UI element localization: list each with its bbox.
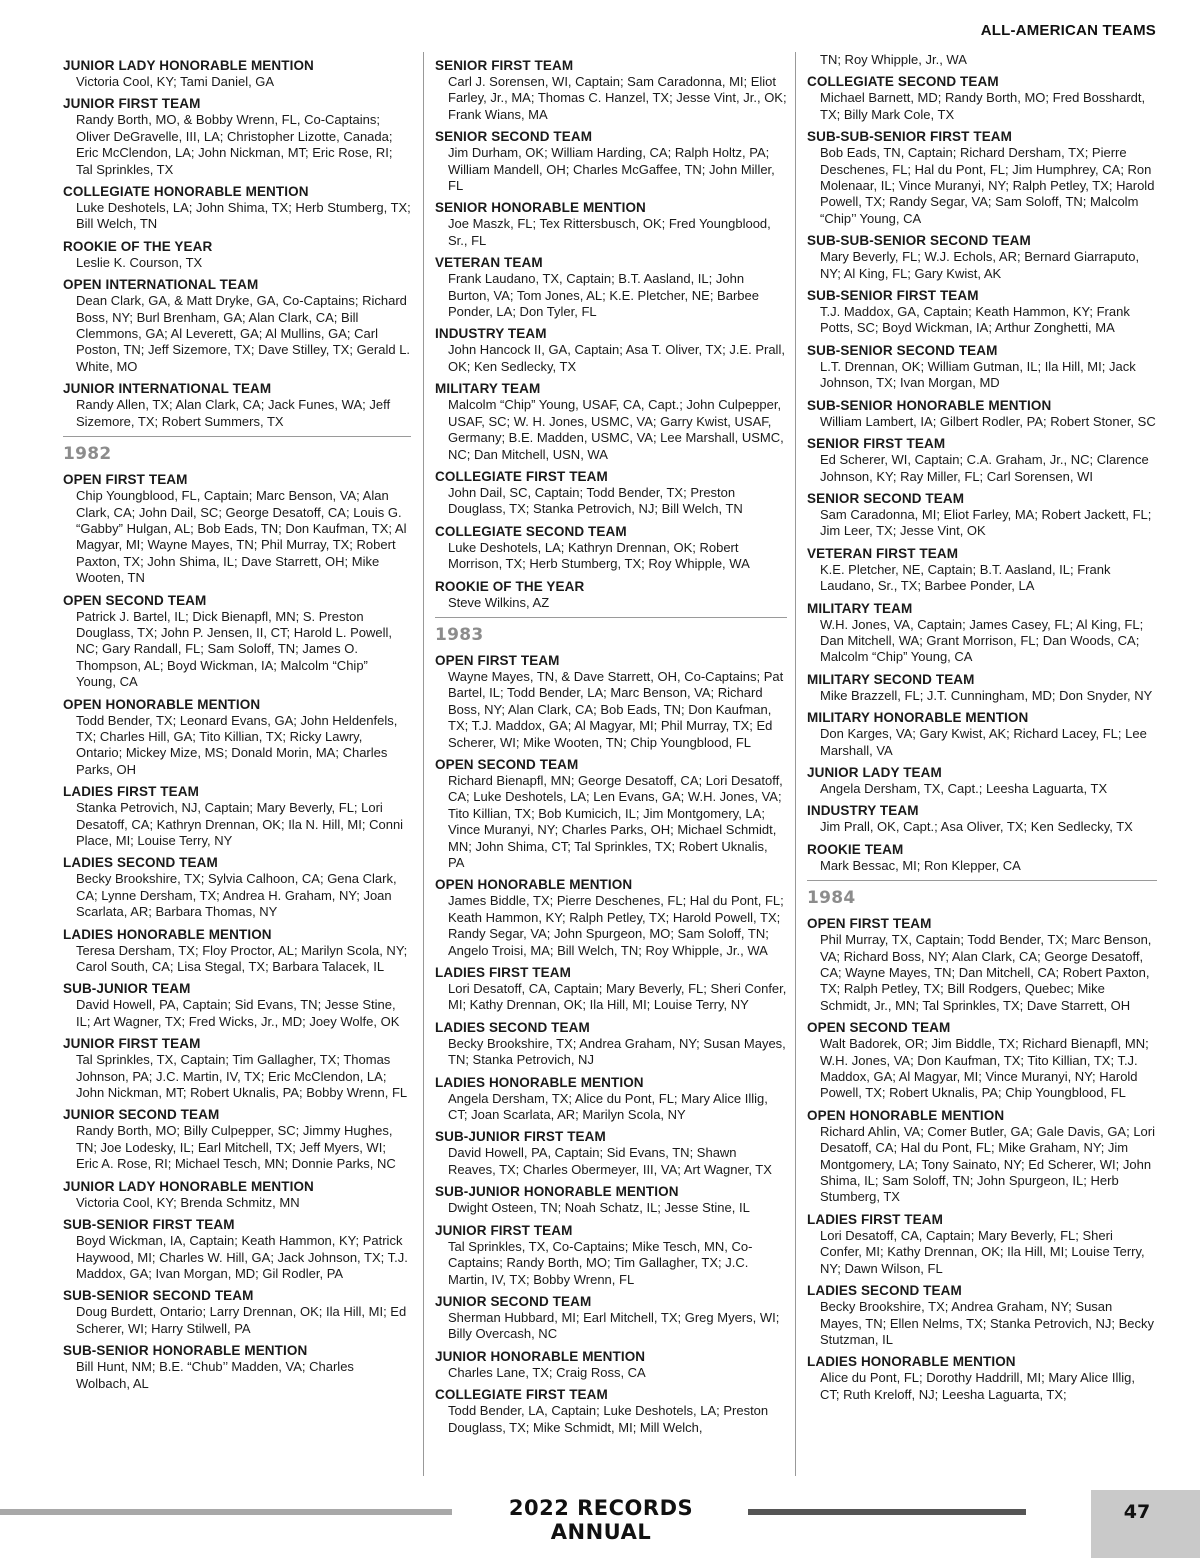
team-members: Phil Murray, TX, Captain; Todd Bender, TX; Marc Benson, VA; Richard Boss, NY; Alan Clark, CA; George Desatoff, CA; Wayne Mayes, TN; Dan Mitchell, CA; Robert Paxton, TX; Ralph Petley, TX; Bill Rodgers, Quebec; Mike Schmidt, Jr., MN; Tal Sprinkles, TX; Dave Starrett, OH (820, 932, 1152, 1013)
year-heading: 1983 (435, 624, 484, 645)
team-members: Victoria Cool, KY; Brenda Schmitz, MN (76, 1194, 300, 1210)
team-heading: COLLEGIATE FIRST TEAM (435, 468, 608, 484)
team-heading: SUB-SENIOR HONORABLE MENTION (63, 1343, 308, 1359)
team-entry (807, 52, 1157, 68)
team-heading: OPEN SECOND TEAM (435, 756, 579, 772)
team-members: Lori Desatoff, CA, Captain; Mary Beverly, FL; Sheri Confer, MI; Kathy Drennan, OK; Ila Hill, MI; Louise Terry, NY (448, 981, 787, 1013)
year-heading: 1982 (63, 444, 112, 465)
team-entry (807, 73, 1157, 123)
team-heading: JUNIOR LADY TEAM (807, 764, 942, 780)
team-entry (63, 57, 411, 90)
team-members: Randy Allen, TX; Alan Clark, CA; Jack Funes, WA; Jeff Sizemore, TX; Robert Summers, TX (76, 397, 391, 429)
column-3 (807, 52, 1157, 1403)
team-members: Bill Hunt, NM; B.E. “Chub’’ Madden, VA; Charles Wolbach, AL (76, 1359, 354, 1391)
team-entry (63, 471, 411, 586)
team-members: Frank Laudano, TX, Captain; B.T. Aasland, IL; John Burton, VA; Tom Jones, AL; K.E. Pletcher, NE; Barbee Ponder, LA; Don Tyler, FL (448, 271, 759, 320)
team-heading: ROOKIE OF THE YEAR (435, 578, 585, 594)
team-members: David Howell, PA, Captain; Sid Evans, TN; Jesse Stine, IL; Art Wagner, TX; Fred Wicks, Jr., MD; Joey Wolfe, OK (76, 997, 400, 1029)
team-heading: SUB-SENIOR FIRST TEAM (807, 288, 979, 304)
team-members: W.H. Jones, VA, Captain; James Casey, FL; Al King, FL; Dan Mitchell, WA; Grant Morrison, FL; Dan Woods, CA; Malcolm “Chip” Young, CA (820, 616, 1144, 665)
team-entry (435, 1074, 787, 1124)
team-heading: MILITARY HONORABLE MENTION (807, 710, 1029, 726)
team-entry (435, 325, 787, 375)
team-members: Luke Deshotels, LA; Kathryn Drennan, OK; Robert Morrison, TX; Herb Stumberg, TX; Roy Whipple, WA (448, 539, 750, 572)
section-header: ALL-AMERICAN TEAMS (980, 22, 1156, 39)
team-members: John Hancock II, GA, Captain; Asa T. Oliver, TX; J.E. Prall, OK; Ken Sedlecky, TX (448, 342, 785, 374)
team-heading: SENIOR FIRST TEAM (435, 58, 574, 73)
team-entry (435, 578, 787, 611)
team-members: Michael Barnett, MD; Randy Borth, MO; Fred Bosshardt, TX; Billy Mark Cole, TX (820, 90, 1146, 122)
team-heading: SENIOR SECOND TEAM (807, 490, 965, 506)
team-entry (807, 490, 1157, 540)
team-members: Randy Borth, MO, & Bobby Wrenn, FL, Co-Captains; Oliver DeGravelle, III, LA; Christopher Lizotte, Canada; Eric McClendon, LA; John Nickman, MT; Eric Rose, RI; Tal Sprinkles, TX (76, 112, 393, 177)
team-heading: INDUSTRY TEAM (435, 326, 547, 342)
team-heading: OPEN FIRST TEAM (63, 472, 188, 488)
team-entry (435, 128, 787, 194)
team-entry (63, 1287, 411, 1337)
team-entry (807, 1353, 1157, 1403)
team-members: Victoria Cool, KY; Tami Daniel, GA (76, 74, 275, 89)
team-members: Steve Wilkins, AZ (448, 594, 550, 610)
team-heading: MILITARY SECOND TEAM (807, 671, 975, 687)
team-entry (807, 1107, 1157, 1206)
team-entry (435, 468, 787, 518)
team-heading: VETERAN FIRST TEAM (807, 545, 959, 561)
team-heading: LADIES SECOND TEAM (807, 1283, 962, 1299)
team-heading: OPEN FIRST TEAM (435, 652, 560, 668)
team-members: David Howell, PA, Captain; Sid Evans, TN; Shawn Reaves, TX; Charles Obermeyer, III, VA; Art Wagner, TX (448, 1145, 772, 1177)
team-heading: OPEN HONORABLE MENTION (807, 1107, 1005, 1123)
team-heading: COLLEGIATE SECOND TEAM (807, 74, 999, 90)
team-entry (807, 397, 1157, 430)
page-number: 47 (1123, 1501, 1151, 1523)
team-entry (63, 696, 411, 779)
team-entry (63, 592, 411, 691)
team-entry (807, 287, 1157, 337)
team-heading: LADIES HONORABLE MENTION (63, 926, 272, 942)
team-members: TN; Roy Whipple, Jr., WA (820, 52, 967, 67)
column-divider (423, 52, 424, 1476)
team-heading: LADIES HONORABLE MENTION (435, 1074, 644, 1090)
team-members: Tal Sprinkles, TX, Co-Captains; Mike Tesch, MN, Co-Captains; Randy Borth, MO; Tim Gallagher, TX; J.C. Martin, IV, TX; Bobby Wrenn, FL (448, 1238, 753, 1287)
team-members: Teresa Dersham, TX; Floy Proctor, AL; Marilyn Scola, NY; Carol South, CA; Lisa Stegal, TX; Barbara Talacek, IL (76, 942, 408, 975)
team-heading: SENIOR FIRST TEAM (807, 436, 946, 452)
team-members: Alice du Pont, FL; Dorothy Haddrill, MI; Mary Alice Illig, CT; Ruth Kreloff, NJ; Leesha Laguarta, TX; (820, 1370, 1136, 1402)
team-heading: INDUSTRY TEAM (807, 803, 919, 819)
team-heading: OPEN INTERNATIONAL TEAM (63, 277, 259, 293)
team-heading: COLLEGIATE FIRST TEAM (435, 1387, 608, 1403)
team-members: Dwight Osteen, TN; Noah Schatz, IL; Jesse Stine, IL (448, 1200, 750, 1216)
team-members: Boyd Wickman, IA, Captain; Keath Hammon, KY; Patrick Haywood, MI; Charles W. Hill, GA; Jack Johnson, TX; T.J. Maddox, GA; Ivan Morgan, MD; Gil Rodler, PA (76, 1233, 408, 1281)
team-entry (807, 671, 1157, 704)
team-members: Walt Badorek, OR; Jim Biddle, TX; Richard Bienapfl, MN; W.H. Jones, VA; Don Kaufman, TX; Tito Killian, TX; T.J. Maddox, GA; Al Magyar, MI; Vince Muranyi, NY; Harold Powell, TX; Robert Uknalis, PA; Chip Youngblood, FL (820, 1036, 1149, 1101)
team-heading: SENIOR HONORABLE MENTION (435, 200, 646, 216)
team-entry (807, 764, 1157, 797)
team-members: Todd Bender, LA, Captain; Luke Deshotels, LA; Preston Douglass, TX; Mike Schmidt, MI; Mill Welch, (448, 1403, 769, 1435)
team-entry (63, 380, 411, 430)
team-entry (63, 854, 411, 920)
team-entry (435, 1222, 787, 1288)
team-heading: SUB-SENIOR FIRST TEAM (63, 1217, 235, 1233)
team-entry (435, 199, 787, 249)
team-members: Jim Prall, OK, Capt.; Asa Oliver, TX; Ken Sedlecky, TX (820, 819, 1133, 835)
year-divider (807, 880, 1157, 910)
team-entry (63, 980, 411, 1030)
team-heading: VETERAN TEAM (435, 255, 543, 271)
team-heading: SUB-SENIOR SECOND TEAM (63, 1288, 254, 1304)
team-heading: OPEN HONORABLE MENTION (63, 696, 261, 712)
team-heading: LADIES SECOND TEAM (63, 855, 218, 871)
column-1 (63, 52, 411, 1392)
column-divider (795, 52, 796, 1476)
team-members: Malcolm “Chip” Young, USAF, CA, Capt.; John Culpepper, USAF, SC; W. H. Jones, USMC, VA; Garry Kwist, USAF, Germany; B.E. Madden, USMC, VA; Lee Marshall, USMC, NC; Dan Mitchell, USN, WA (448, 397, 784, 462)
team-members: Todd Bender, TX; Leonard Evans, GA; John Heldenfels, TX; Charles Hill, GA; Tito Killian, TX; Ricky Lawry, Ontario; Mickey Mize, MS; Donald Morin, MA; Charles Parks, OH (76, 712, 398, 777)
team-entry (63, 926, 411, 976)
team-members: Joe Maszk, FL; Tex Rittersbusch, OK; Fred Youngblood, Sr., FL (448, 216, 771, 248)
footer-title: 2022 RECORDS ANNUAL (508, 1496, 694, 1544)
team-members: Chip Youngblood, FL, Captain; Marc Benson, VA; Alan Clark, CA; John Dail, SC; George Desatoff, CA; Louis G. “Gabby” Hulgan, AL; Bob Eads, TN; Don Kaufman, TX; Al Magyar, MI; Wayne Mayes, TN; Phil Murray, TX; Robert Paxton, TX; John Shima, IL; Dave Starrett, OH; Mike Wooten, TN (76, 488, 407, 586)
team-entry (63, 1035, 411, 1101)
team-heading: JUNIOR FIRST TEAM (63, 1036, 201, 1052)
team-heading: LADIES HONORABLE MENTION (807, 1354, 1016, 1370)
team-entry (807, 1211, 1157, 1277)
team-members: Patrick J. Bartel, IL; Dick Bienapfl, MN; S. Preston Douglass, TX; John P. Jensen, II, CT; Harold L. Powell, NC; Gary Randall, FL; Sam Soloff, TN; James O. Thompson, AL; Boyd Wickman, IA; Malcolm “Chip” Young, CA (76, 608, 393, 690)
team-entry (807, 1019, 1157, 1102)
team-entry (435, 57, 787, 123)
team-entry (807, 128, 1157, 227)
team-heading: ROOKIE OF THE YEAR (63, 238, 213, 254)
team-members: Richard Bienapfl, MN; George Desatoff, CA; Lori Desatoff, CA; Luke Deshotels, LA; Len Evans, GA; W.H. Jones, VA; Tito Killian, TX; Bob Kumicich, IL; Jim Montgomery, LA; Vince Muranyi, NY; Charles Parks, OH; Michael Schmidt, MN; John Shima, CT; Tal Sprinkles, TX; Robert Uknalis, PA (448, 772, 783, 870)
team-entry (807, 841, 1157, 874)
team-members: Don Karges, VA; Gary Kwist, AK; Richard Lacey, FL; Lee Marshall, VA (820, 726, 1147, 758)
team-heading: LADIES FIRST TEAM (435, 965, 571, 981)
team-entry (63, 1342, 411, 1392)
team-members: Ed Scherer, WI, Captain; C.A. Graham, Jr., NC; Clarence Johnson, KY; Ray Miller, FL; Carl Sorensen, WI (820, 452, 1149, 484)
team-heading: JUNIOR LADY HONORABLE MENTION (63, 58, 314, 73)
team-heading: LADIES FIRST TEAM (63, 784, 199, 800)
team-heading: LADIES SECOND TEAM (435, 1019, 590, 1035)
team-members: Sam Caradonna, MI; Eliot Farley, MA; Robert Jackett, FL; Jim Leer, TX; Jesse Vint, OK (820, 506, 1152, 539)
team-members: L.T. Drennan, OK; William Gutman, IL; Ila Hill, MI; Jack Johnson, TX; Ivan Morgan, MD (820, 358, 1136, 391)
team-entry (435, 876, 787, 959)
team-heading: OPEN FIRST TEAM (807, 916, 932, 932)
team-members: Charles Lane, TX; Craig Ross, CA (448, 1364, 646, 1380)
team-heading: SUB-JUNIOR FIRST TEAM (435, 1129, 606, 1145)
column-2 (435, 52, 787, 1436)
team-members: James Biddle, TX; Pierre Deschenes, FL; Hal du Pont, FL; Keath Hammon, KY; Ralph Petley, TX; Harold Powell, TX; Randy Segar, VA; John Spurgeon, MO; Sam Soloff, TN; Angelo Troisi, MA; Bill Welch, TN; Roy Whipple, Jr., WA (448, 893, 784, 958)
team-heading: SUB-JUNIOR HONORABLE MENTION (435, 1184, 679, 1200)
team-heading: SENIOR SECOND TEAM (435, 129, 593, 145)
footer-rule-left (0, 1509, 452, 1515)
team-entry (63, 1106, 411, 1172)
team-members: Wayne Mayes, TN, & Dave Starrett, OH, Co-Captains; Pat Bartel, IL; Todd Bender, LA; Marc Benson, VA; Richard Boss, NY; Alan Clark, CA; Bob Eads, TN; Don Kaufman, TX; T.J. Maddox, GA; Al Magyar, MI; Phil Murray, TX; Ed Scherer, WI; Mike Wooten, TN; Chip Youngblood, FL (448, 668, 784, 750)
team-members: T.J. Maddox, GA, Captain; Keath Hammon, KY; Frank Potts, SC; Boyd Wickman, IA; Arthur Zonghetti, MA (820, 304, 1130, 336)
team-members: Leslie K. Courson, TX (76, 254, 203, 270)
team-members: Mary Beverly, FL; W.J. Echols, AR; Bernard Giarraputo, NY; Al King, FL; Gary Kwist, AK (820, 249, 1140, 281)
team-entry (435, 1019, 787, 1069)
team-members: Sherman Hubbard, MI; Earl Mitchell, TX; Greg Myers, WI; Billy Overcash, NC (448, 1309, 780, 1342)
team-heading: SUB-SUB-SENIOR FIRST TEAM (807, 129, 1012, 145)
team-heading: JUNIOR SECOND TEAM (63, 1107, 220, 1123)
team-heading: OPEN SECOND TEAM (63, 592, 207, 608)
team-members: Randy Borth, MO; Billy Culpepper, SC; Jimmy Hughes, TN; Joe Lodesky, IL; Earl Mitchell, TX; Jeff Myers, WI; Eric A. Rose, RI; Michael Tesch, MN; Donnie Parks, NC (76, 1123, 396, 1172)
team-members: Angela Dersham, TX, Capt.; Leesha Laguarta, TX (820, 780, 1108, 796)
team-heading: MILITARY TEAM (807, 600, 913, 616)
team-heading: SUB-SUB-SENIOR SECOND TEAM (807, 233, 1031, 249)
team-entry (435, 1293, 787, 1343)
team-members: Becky Brookshire, TX; Andrea Graham, NY; Susan Mayes, TN; Ellen Nelms, TX; Stanka Petrovich, NJ; Becky Stutzman, IL (820, 1299, 1155, 1347)
team-heading: JUNIOR SECOND TEAM (435, 1293, 592, 1309)
team-entry (63, 238, 411, 271)
team-heading: JUNIOR LADY HONORABLE MENTION (63, 1178, 314, 1194)
team-entry (63, 95, 411, 178)
team-entry (435, 254, 787, 320)
footer-rule-right (748, 1509, 1026, 1515)
team-entry (435, 652, 787, 751)
team-entry (807, 435, 1157, 485)
team-heading: OPEN SECOND TEAM (807, 1020, 951, 1036)
team-heading: SUB-SENIOR HONORABLE MENTION (807, 397, 1052, 413)
team-members: Lori Desatoff, CA, Captain; Mary Beverly, FL; Sheri Confer, MI; Kathy Drennan, OK; Ila Hill, MI; Louise Terry, NY; Dawn Wilson, FL (820, 1227, 1145, 1276)
team-entry (807, 342, 1157, 392)
team-heading: SUB-JUNIOR TEAM (63, 981, 191, 997)
team-entry (63, 1216, 411, 1282)
team-entry (63, 183, 411, 233)
team-members: Carl J. Sorensen, WI, Captain; Sam Caradonna, MI; Eliot Farley, Jr., MA; Thomas C. Hanzel, TX; Jesse Vint, Jr., OK; Frank Wians, MA (448, 74, 787, 122)
team-members: Richard Ahlin, VA; Comer Butler, GA; Gale Davis, GA; Lori Desatoff, CA; Hal du Pont, FL; Mike Graham, NY; Jim Montgomery, LA; Tony Sainato, NY; Ed Scherer, WI; John Shima, IL; Sam Soloff, TN; John Spurgeon, IL; Herb Stumberg, TX (820, 1123, 1155, 1205)
team-entry (63, 1178, 411, 1211)
team-entry (435, 1386, 787, 1436)
team-members: Stanka Petrovich, NJ, Captain; Mary Beverly, FL; Lori Desatoff, CA; Kathryn Drennan, OK; Ila N. Hill, MI; Conni Place, MI; Louise Terry, NY (76, 800, 404, 848)
team-entry (435, 964, 787, 1014)
team-entry (807, 802, 1157, 835)
team-entry (807, 1282, 1157, 1348)
team-members: William Lambert, IA; Gilbert Rodler, PA; Robert Stoner, SC (820, 413, 1156, 429)
year-heading: 1984 (807, 888, 856, 909)
team-members: Jim Durham, OK; William Harding, CA; Ralph Holtz, PA; William Mandell, OH; Charles McGaffee, TN; John Miller, FL (448, 145, 775, 194)
team-heading: JUNIOR FIRST TEAM (435, 1222, 573, 1238)
team-members: Becky Brookshire, TX; Andrea Graham, NY; Susan Mayes, TN; Stanka Petrovich, NJ (448, 1035, 786, 1068)
team-entry (435, 1128, 787, 1178)
team-heading: OPEN HONORABLE MENTION (435, 877, 633, 893)
team-entry (435, 1183, 787, 1216)
team-members: Becky Brookshire, TX; Sylvia Calhoon, CA; Gena Clark, CA; Lynne Dersham, TX; Andrea H. Graham, NY; Joan Scarlata, AR; Barbara Thomas, NY (76, 871, 397, 920)
team-entry (63, 276, 411, 375)
team-entry (807, 232, 1157, 282)
team-entry (807, 709, 1157, 759)
team-entry (807, 545, 1157, 595)
team-entry (435, 1348, 787, 1381)
team-members: Dean Clark, GA, & Matt Dryke, GA, Co-Captains; Richard Boss, NY; Burl Brenham, GA; Alan Clark, CA; Bill Clemmons, GA; Al Leverett, GA; Al Mullins, GA; Carl Poston, TN; Jeff Sizemore, TX; Dave Stilley, TX; Gerald L. White, MO (76, 293, 411, 374)
team-members: Angela Dersham, TX; Alice du Pont, FL; Mary Alice Illig, CT; Joan Scarlata, AR; Marilyn Scola, NY (448, 1090, 768, 1123)
team-heading: LADIES FIRST TEAM (807, 1211, 943, 1227)
team-entry (435, 523, 787, 573)
team-heading: JUNIOR HONORABLE MENTION (435, 1348, 646, 1364)
team-entry (807, 600, 1157, 666)
team-members: John Dail, SC, Captain; Todd Bender, TX; Preston Douglass, TX; Stanka Petrovich, NJ; Bill Welch, TN (448, 484, 743, 517)
team-heading: COLLEGIATE HONORABLE MENTION (63, 184, 309, 200)
team-heading: MILITARY TEAM (435, 381, 541, 397)
team-members: Bob Eads, TN, Captain; Richard Dersham, TX; Pierre Deschenes, FL; Hal du Pont, FL; Jim Humphrey, CA; Ron Molenaar, IL; Vince Muranyi, NY; Ralph Petley, TX; Harold Powell, TX; Randy Segar, VA; Sam Soloff, TN; Malcolm “Chip’’ Young, CA (820, 145, 1155, 226)
team-entry (435, 380, 787, 463)
year-divider (435, 617, 787, 647)
team-members: Tal Sprinkles, TX, Captain; Tim Gallagher, TX; Thomas Johnson, PA; J.C. Martin, IV, TX; Eric McClendon, LA; John Nickman, MT; Robert Uknalis, PA; Bobby Wrenn, FL (76, 1052, 408, 1101)
team-members: Doug Burdett, Ontario; Larry Drennan, OK; Ila Hill, MI; Ed Scherer, WI; Harry Stilwell, PA (76, 1304, 407, 1336)
team-entry (435, 756, 787, 871)
team-entry (63, 783, 411, 849)
team-entry (807, 915, 1157, 1014)
team-heading: JUNIOR INTERNATIONAL TEAM (63, 381, 272, 397)
team-members: Luke Deshotels, LA; John Shima, TX; Herb Stumberg, TX; Bill Welch, TN (76, 200, 411, 232)
team-heading: ROOKIE TEAM (807, 841, 904, 857)
team-heading: JUNIOR FIRST TEAM (63, 96, 201, 112)
team-heading: SUB-SENIOR SECOND TEAM (807, 342, 998, 358)
team-members: Mark Bessac, MI; Ron Klepper, CA (820, 857, 1021, 873)
year-divider (63, 436, 411, 466)
team-members: Mike Brazzell, FL; J.T. Cunningham, MD; Don Snyder, NY (820, 687, 1153, 703)
team-members: K.E. Pletcher, NE, Captain; B.T. Aasland, IL; Frank Laudano, Sr., TX; Barbee Ponder, LA (820, 561, 1111, 594)
team-heading: COLLEGIATE SECOND TEAM (435, 523, 627, 539)
